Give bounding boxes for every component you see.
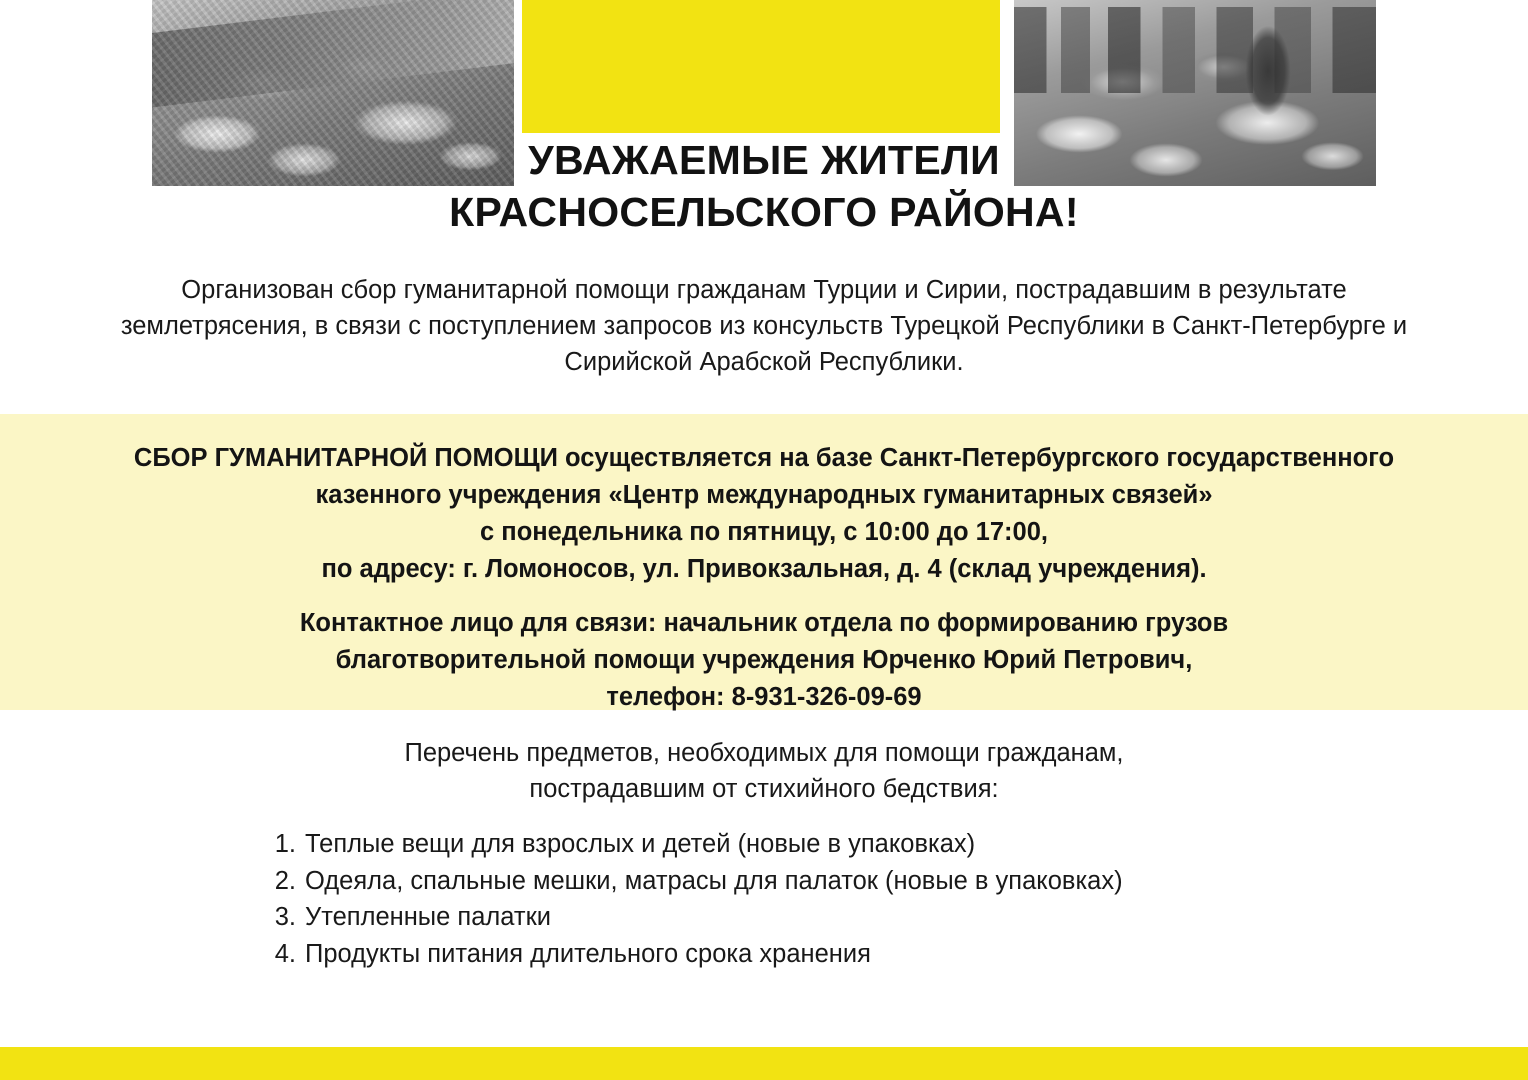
list-item-number: 4. bbox=[274, 940, 296, 969]
intro-paragraph: Организован сбор гуманитарной помощи гражданам Турции и Сирии, пострадавшим в результате землетрясения, в связи с поступлением запросов из консульств Турецкой Республики в Санкт-Петербурге и Сирийской Арабской Республики. bbox=[120, 276, 1408, 377]
list-item-number: 1. bbox=[274, 830, 296, 858]
address-line: по адресу: г. Ломоносов, ул. Привокзальная, д. 4 (склад учреждения). bbox=[321, 554, 1207, 583]
working-hours-line: с понедельника по пятницу, с 10:00 до 17:00, bbox=[480, 517, 1048, 546]
needs-intro-line-2: пострадавшим от стихийного бедствия: bbox=[529, 775, 999, 804]
headline-line-1: УВАЖАЕМЫЕ ЖИТЕЛИ bbox=[528, 137, 1000, 183]
needs-list bbox=[262, 826, 1362, 973]
contact-person-line-2: благотворительной помощи учреждения Юрченко Юрий Петрович, bbox=[335, 645, 1193, 674]
list-item-text: Утепленные палатки bbox=[305, 903, 551, 932]
footer-accent-bar bbox=[0, 1047, 1528, 1080]
info-band bbox=[0, 414, 1528, 710]
list-item-number: 2. bbox=[274, 866, 296, 895]
list-item bbox=[262, 936, 1362, 973]
list-item-text: Одеяла, спальные мешки, матрасы для палаток (новые в упаковках) bbox=[305, 866, 1123, 895]
yellow-accent-block bbox=[522, 0, 1000, 133]
headline-line-2: КРАСНОСЕЛЬСКОГО РАЙОНА! bbox=[449, 189, 1079, 236]
info-band-content bbox=[96, 440, 1432, 716]
contact-phone: телефон: 8-931-326-09-69 bbox=[606, 682, 922, 711]
list-item bbox=[262, 826, 1362, 863]
list-item-text: Продукты питания длительного срока хранения bbox=[305, 940, 871, 969]
list-item bbox=[262, 899, 1362, 936]
list-item-number: 3. bbox=[274, 903, 296, 932]
contact-person-line-1: Контактное лицо для связи: начальник отдела по формированию грузов bbox=[299, 608, 1229, 637]
spacer bbox=[96, 588, 1432, 605]
collection-point-text: осуществляется на базе Санкт-Петербургского государственного казенного учреждения «Центр международных гуманитарных связей» bbox=[315, 444, 1395, 509]
list-item-text: Теплые вещи для взрослых и детей (новые в упаковках) bbox=[305, 830, 976, 858]
collection-point-label: СБОР ГУМАНИТАРНОЙ ПОМОЩИ bbox=[133, 444, 558, 472]
needs-intro-line-1: Перечень предметов, необходимых для помощи гражданам, bbox=[404, 739, 1124, 767]
list-item bbox=[262, 863, 1362, 900]
page-title bbox=[0, 134, 1528, 239]
collection-point-line bbox=[96, 440, 1432, 514]
needs-intro bbox=[120, 735, 1408, 807]
